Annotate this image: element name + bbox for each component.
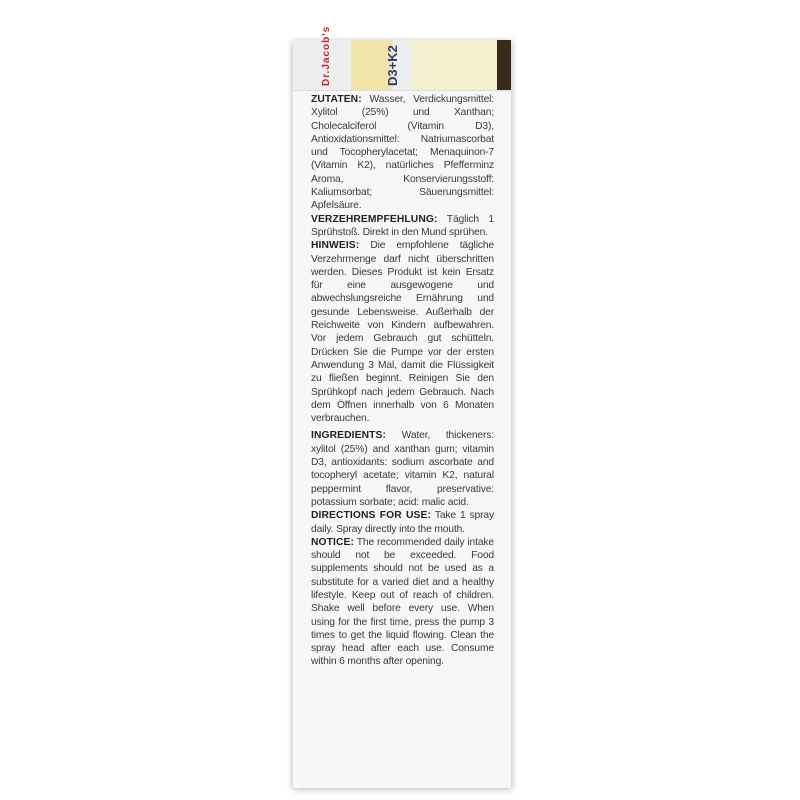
section-text: Take 1 spray daily. Spray directly into the mouth. <box>311 510 494 535</box>
ingredients-label <box>311 93 494 669</box>
de-ingredients <box>311 93 494 213</box>
section-heading: INGREDIENTS: <box>311 430 386 442</box>
section-heading: VERZEHREMPFEHLUNG: <box>311 213 438 225</box>
dark-corner <box>497 40 511 90</box>
en-ingredients <box>311 429 494 509</box>
box-top-flap <box>293 25 511 91</box>
section-text: Täglich 1 Sprühstoß. Direkt in den Mund sprühen. <box>311 213 494 238</box>
de-notice <box>311 239 494 425</box>
section-text: The recommended daily intake should not be exceeded. Food supplements should not be used as a substitute for a varied diet and a healthy lifestyle. Keep out of reach of children. Shake well before every use. When using for the first time, press the pump 3 times to get the liquid flowing. Clean the spray head after each use. Consume within 6 months after opening. <box>311 536 494 668</box>
section-heading: ZUTATEN: <box>311 94 362 105</box>
product-logo: D3+K2 <box>385 45 400 86</box>
en-directions <box>311 509 494 536</box>
de-usage <box>311 213 494 240</box>
section-text: Wasser, Verdickungsmittel: Xylitol (25%) und Xanthan; Cholecalciferol (Vitamin D3), Antioxidationsmittel: Natriumascorbat und Tocopherylacetat; Menaquinon-7 (Vitamin K2), natürliches Pfefferminz Aroma, Konservierungsstoff: Kaliumsorbat; Säuerungsmittel: Apfelsäure. <box>311 94 494 212</box>
brand-logo: Dr.Jacob's <box>321 25 332 86</box>
section-text: Die empfohlene tägliche Verzehrmenge darf nicht überschritten werden. Dieses Produkt ist kein Ersatz für eine ausgewogene und abwechslungsreiche Ernährung und gesunde Lebensweise. Außerhalb der Reichweite von Kindern aufbewahren. Vor jedem Gebrauch gut schütteln. Drücken Sie die Pumpe vor der ersten Anwendung 3 Mal, damit die Flüssigkeit zu fließen beginnt. Reinigen Sie den Sprühkopf nach jedem Gebrauch. Nach dem Öffnen innerhalb von 6 Monaten verbrauchen. <box>311 240 494 425</box>
section-heading: HINWEIS: <box>311 240 360 252</box>
section-heading: NOTICE: <box>311 536 355 548</box>
section-text: Water, thickeners: xylitol (25%) and xanthan gum; vitamin D3, antioxidants: sodium ascorbate and tocopheryl acetate; vitamin K2, natural peppermint flavor, preservative: potassium sorbate; acid: malic acid. <box>311 430 494 508</box>
section-heading: DIRECTIONS FOR USE: <box>311 510 432 522</box>
cream-panel <box>413 40 497 90</box>
en-notice <box>311 536 494 669</box>
